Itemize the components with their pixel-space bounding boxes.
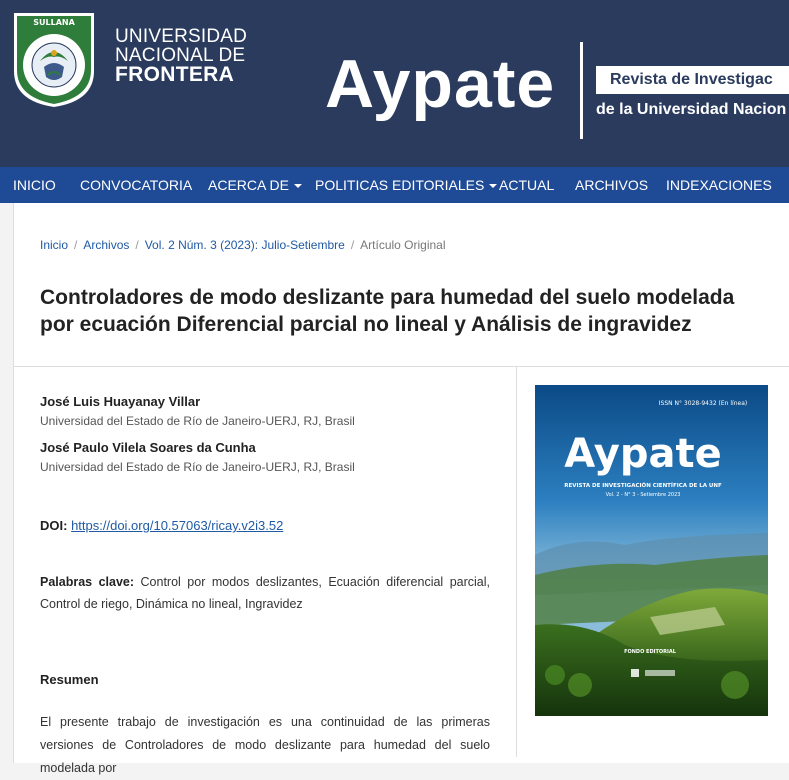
breadcrumb-inicio[interactable]: Inicio [40,238,69,252]
author-affiliation: Universidad del Estado de Río de Janeiro-UERJ, RJ, Brasil [40,414,355,428]
author-name: José Paulo Vilela Soares da Cunha [40,440,256,455]
keywords-text: Control por modos deslizantes, Ecuación diferencial parcial, Control de riego, Dinámica no lineal, Ingravidez [40,575,490,611]
nav-item-actual[interactable]: ACTUAL [499,177,555,193]
abstract-text: El presente trabajo de investigación es una continuidad de las primeras versiones de Controladores de modo deslizante para humedad del suelo modelada por [40,715,490,775]
main-navigation [0,167,789,203]
cover-subtitle: REVISTA DE INVESTIGACIÓN CIENTÍFICA DE LA UNF [564,483,722,489]
abstract-heading: Resumen [40,672,99,687]
nav-item-indexaciones[interactable]: INDEXACIONES [666,177,772,193]
doi-row [40,518,283,533]
cover-issn: ISSN N° 3028-9432 (En línea) [658,400,748,407]
nav-item-politicas-editoriales[interactable] [315,167,497,203]
university-name-line2: NACIONAL DE [115,45,246,66]
doi-link[interactable]: https://doi.org/10.57063/ricay.v2i3.52 [71,518,284,533]
doi-label: DOI: [40,518,68,533]
cover-title: Aypate [564,431,722,477]
caret-down-icon [294,184,302,188]
journal-cover-image[interactable] [535,385,768,716]
university-seal-logo[interactable] [12,9,96,109]
university-name-line3: FRONTERA [115,63,235,86]
breadcrumb-current: Artículo Original [360,238,446,252]
breadcrumb-issue[interactable]: Vol. 2 Núm. 3 (2023): Julio-Setiembre [144,238,345,252]
article-title: Controladores de modo deslizante para humedad del suelo modelada por ecuación Diferencial parcial no lineal y Análisis de ingravidez [40,286,735,336]
journal-subtitle-line1: Revista de Investigac [596,66,789,94]
svg-text:SULLANA: SULLANA [33,18,75,27]
header-divider [580,42,583,139]
journal-subtitle-line2: de la Universidad Nacion [596,101,787,118]
nav-item-convocatoria[interactable]: CONVOCATORIA [80,177,193,193]
author-affiliation: Universidad del Estado de Río de Janeiro-UERJ, RJ, Brasil [40,460,355,474]
caret-down-icon [489,184,497,188]
nav-item-inicio[interactable]: INICIO [13,177,56,193]
university-name [115,27,247,84]
section-divider [13,366,789,367]
nav-item-archivos[interactable]: ARCHIVOS [575,177,649,193]
university-name-line1: UNIVERSIDAD [115,26,248,47]
keywords-label: Palabras clave: [40,575,135,589]
cover-publisher: FONDO EDITORIAL [624,649,676,655]
journal-brand-title[interactable]: Aypate [325,46,556,122]
breadcrumb-archivos[interactable]: Archivos [83,238,130,252]
author-name: José Luis Huayanay Villar [40,394,201,409]
cover-issue: Vol. 2 - N° 3 - Setiembre 2023 [605,492,681,498]
cover-logo-text-icon [645,670,675,676]
nav-item-acerca-de[interactable] [208,167,302,203]
breadcrumb: Inicio / Archivos / Vol. 2 Núm. 3 (2023): Julio-Setiembre / Artículo Original [40,238,446,252]
cover-logo-icon [631,669,639,677]
keywords [40,571,490,615]
nav-item-acerca-de-label: ACERCA DE [208,177,289,193]
column-divider [516,367,517,757]
site-header [0,0,789,167]
nav-item-politicas-editoriales-label: POLITICAS EDITORIALES [315,177,485,193]
